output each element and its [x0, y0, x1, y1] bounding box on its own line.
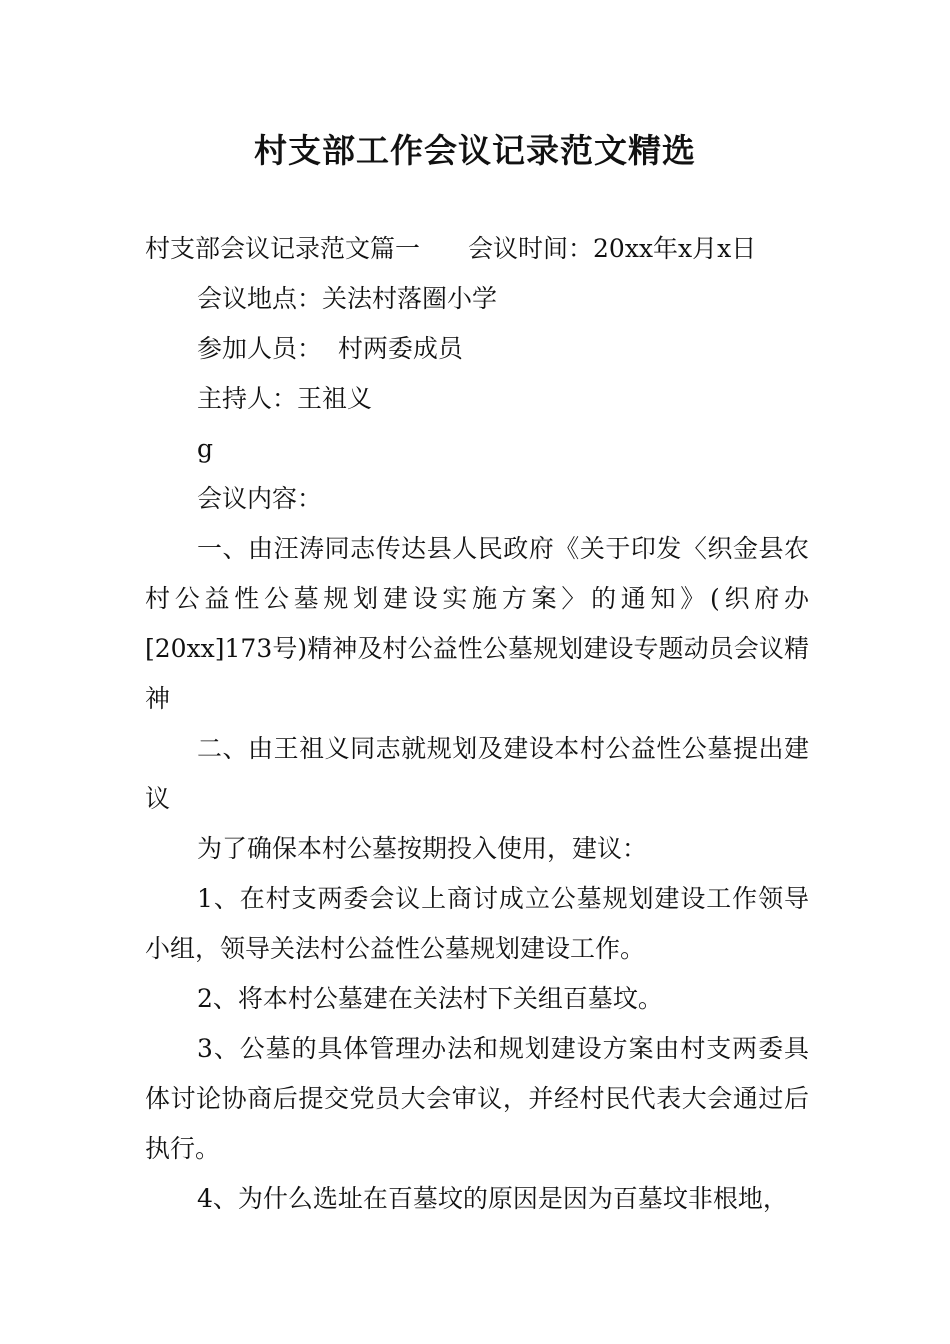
paragraph-2: 二、由王祖义同志就规划及建设本村公益性公墓提出建议 — [145, 734, 809, 813]
paragraph-5: 2、将本村公墓建在关法村下关组百墓坟。 — [197, 984, 663, 1013]
paragraph-3: 为了确保本村公墓按期投入使用，建议： — [197, 834, 648, 863]
host: 主持人：王祖义 — [197, 384, 373, 413]
paragraph-4: 1、在村支两委会议上商讨成立公墓规划建设工作领导小组，领导关法村公益性公墓规划建设工作。 — [145, 884, 809, 963]
document-body — [145, 224, 809, 1224]
attendees: 参加人员： 村两委成员 — [197, 334, 463, 363]
paragraph-7: 4、为什么选址在百墓坟的原因是因为百墓坟非根地， — [197, 1184, 788, 1213]
content-label: 会议内容： — [197, 484, 323, 513]
paragraph-6: 3、公墓的具体管理办法和规划建设方案由村支两委具体讨论协商后提交党员大会审议，并经村民代表大会通过后执行。 — [145, 1034, 809, 1163]
meeting-place: 会议地点：关法村落圈小学 — [197, 284, 498, 313]
paragraph-1: 一、由汪涛同志传达县人民政府《关于印发〈织金县农村公益性公墓规划建设实施方案〉的通知》(织府办[20xx]173号)精神及村公益性公墓规划建设专题动员会议精神 — [145, 534, 809, 713]
document-title: 村支部工作会议记录范文精选 — [254, 131, 696, 170]
meeting-time: 会议时间：20xx年x月x日 — [468, 234, 757, 263]
stray-char: g — [197, 434, 214, 463]
header-line — [145, 224, 809, 274]
section-heading: 村支部会议记录范文篇一 — [145, 234, 421, 263]
